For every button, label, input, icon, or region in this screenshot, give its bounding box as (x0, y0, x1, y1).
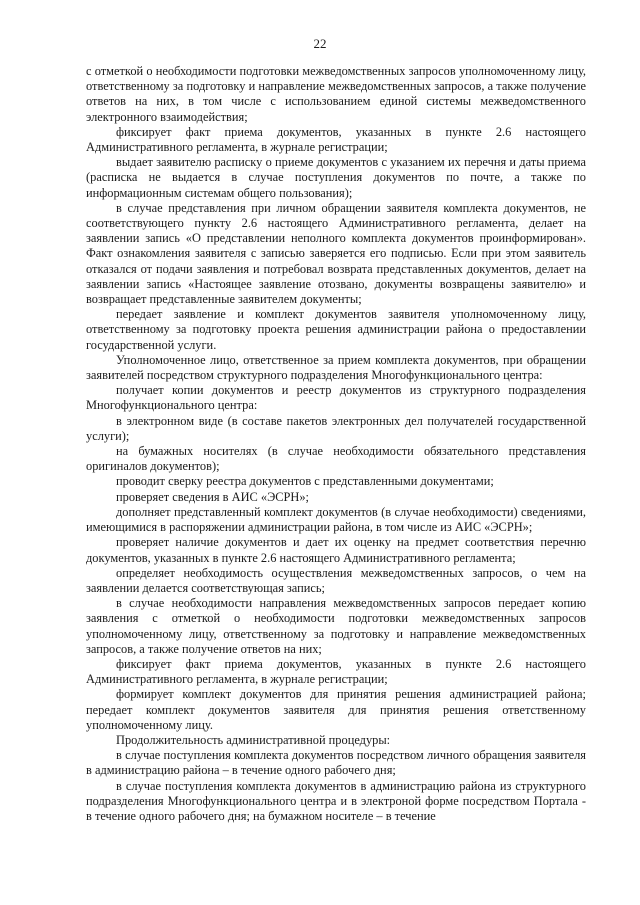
paragraph: с отметкой о необходимости подготовки межведомственных запросов уполномоченному лицу, ответственному за подготовку и направление межведомственных запросов, а также получение ответов на них, в том числе с использованием единой системы межведомственного электронного взаимодействия; (86, 64, 586, 124)
paragraph: дополняет представленный комплект документов (в случае необходимости) сведениями, имеющимися в распоряжении администрации района, в том числе из АИС «ЭСРН»; (86, 504, 586, 535)
paragraph: формирует комплект документов для принятия решения администрацией района; передает комплект документов заявителя для принятия решения ответственному уполномоченному лицу. (86, 687, 586, 732)
paragraph: в случае поступления комплекта документов посредством личного обращения заявителя в администрацию района – в течение одного рабочего дня; (86, 748, 586, 778)
paragraph: выдает заявителю расписку о приеме документов с указанием их перечня и даты приема (расписка не выдается в случае поступления документов по почте, а также по информационным системам общего пользования); (86, 155, 586, 200)
page-number: 22 (313, 36, 327, 51)
paragraph: проводит сверку реестра документов с представленными документами; (116, 474, 494, 489)
body-text (86, 64, 586, 824)
paragraph: проверяет наличие документов и дает их оценку на предмет соответствия перечню документов, указанных в пункте 2.6 настоящего Административного регламента; (86, 535, 586, 565)
paragraph: определяет необходимость осуществления межведомственных запросов, о чем на заявлении делается соответствующая запись; (86, 565, 586, 595)
paragraph: на бумажных носителях (в случае необходимости обязательного представления оригиналов документов); (86, 444, 586, 474)
paragraph: получает копии документов и реестр документов из структурного подразделения Многофункционального центра: (86, 383, 586, 413)
paragraph: передает заявление и комплект документов заявителя уполномоченному лицу, ответственному за подготовку проекта решения администрации района о предоставлении государственной услуги. (86, 307, 586, 352)
paragraph: фиксирует факт приема документов, указанных в пункте 2.6 настоящего Административного регламента, в журнале регистрации; (86, 656, 586, 687)
paragraph: в случае представления при личном обращении заявителя комплекта документов, не соответствующего пункту 2.6 настоящего Административного регламента, делает на заявлении запись «О представлении неполного комплекта документов проинформирован». Факт ознакомления заявителя с записью заверяется его подписью. Если при этом заявитель отказался от подачи заявления и потребовал возврата представленных документов, делает на заявлении запись «Настоящее заявление отозвано, документы возвращены заявителю» и возвращает представленные заявителем документы; (86, 200, 586, 307)
paragraph: Продолжительность административной процедуры: (116, 732, 391, 747)
paragraph: в электронном виде (в составе пакетов электронных дел получателей государственной услуги); (86, 413, 586, 443)
paragraph: проверяет сведения в АИС «ЭСРН»; (116, 489, 310, 504)
paragraph: Уполномоченное лицо, ответственное за прием комплекта документов, при обращении заявителей посредством структурного подразделения Многофункционального центра: (86, 352, 586, 383)
paragraph: фиксирует факт приема документов, указанных в пункте 2.6 настоящего Административного регламента, в журнале регистрации; (86, 124, 586, 155)
paragraph: в случае необходимости направления межведомственных запросов передает копию заявления с отметкой о необходимости подготовки межведомственных запросов уполномоченному лицу, ответственному за подготовку и направление межведомственных запросов, а также получение ответов на них; (86, 596, 586, 656)
paragraph: в случае поступления комплекта документов в администрацию района из структурного подразделения Многофункционального центра и в электроной форме посредством Портала - в течение одного рабочего дня; на бумажном носителе – в течение (86, 778, 586, 823)
